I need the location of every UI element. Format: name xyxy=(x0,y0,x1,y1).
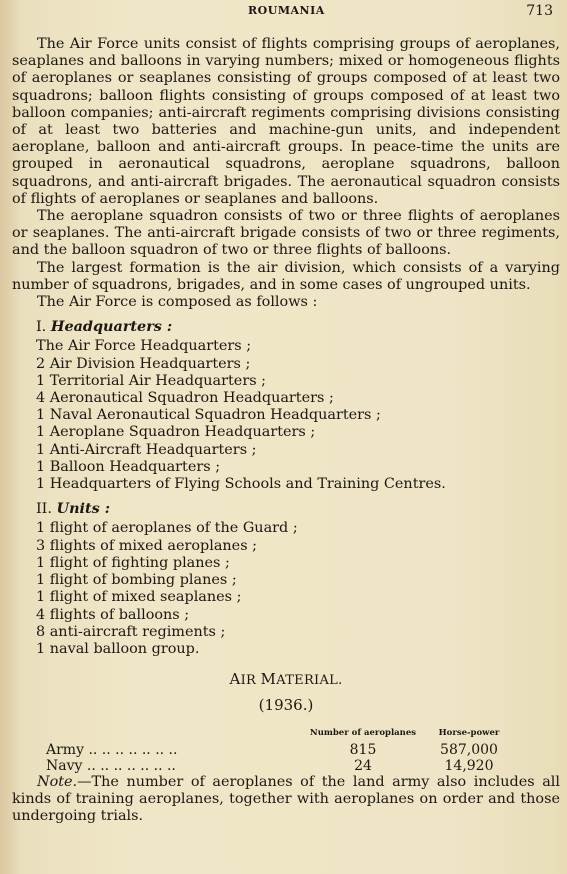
list-item: 1 flight of fighting planes ; xyxy=(36,554,230,571)
air-material-title: AIR MATERIAL. xyxy=(229,670,343,689)
paragraph-formation: The largest formation is the air division, which consists of a varying number of squadrons, brigades, and in some cases of ungrouped units. xyxy=(12,259,560,293)
list-item: 4 flights of balloons ; xyxy=(36,606,190,623)
list-item: 1 Territorial Air Headquarters ; xyxy=(36,372,267,389)
section-title: Units : xyxy=(56,500,111,518)
table-header-row xyxy=(46,725,520,742)
table-row xyxy=(46,758,520,774)
list-item: 2 Air Division Headquarters ; xyxy=(36,355,251,372)
section-number: I. xyxy=(36,319,47,336)
paragraph-units: The Air Force units consist of flights comprising groups of aeroplanes, seaplanes and balloons in varying numbers; mixed or homogeneous flights of aeroplanes or seaplanes consisting of groups composed of at least two squadrons; balloon flights consisting of groups composed of at least two balloon companies; anti-aircraft regiments comprising divisions consisting of at least two batteries and machine-gun units, and independent aeroplane, balloon and anti-aircraft groups. In peace-time the units are grouped in aeronautical squadrons, aeroplane squadrons, balloon squadrons, and anti-aircraft brigades. The aeronautical squadron consists of flights of aeroplanes or seaplanes and balloons. xyxy=(12,36,560,207)
list-item: 1 Anti-Aircraft Headquarters ; xyxy=(36,441,257,458)
page-number: 713 xyxy=(526,3,553,19)
list-item: 3 flights of mixed aeroplanes ; xyxy=(36,537,258,554)
note-label: Note. xyxy=(37,773,78,790)
section-title: Headquarters : xyxy=(50,318,173,336)
list-item: 8 anti-aircraft regiments ; xyxy=(36,623,226,640)
list-item: The Air Force Headquarters ; xyxy=(36,338,252,355)
page-header xyxy=(0,4,567,22)
row-label: Army .. .. .. .. .. .. .. xyxy=(46,741,178,758)
paragraph-squadron: The aeroplane squadron consists of two or three flights of aeroplanes or seaplanes. The anti-aircraft brigade consists of two or three regiments, and the balloon squadron of two or three flights of balloons. xyxy=(12,208,560,259)
row-label: Navy .. .. .. .. .. .. .. xyxy=(46,757,176,774)
running-head: ROUMANIA xyxy=(248,4,325,17)
note-text: —The number of aeroplanes of the land army also includes all kinds of training aeroplanes, together with aeroplanes on order and those undergoing trials. xyxy=(12,773,560,825)
list-item: 1 Balloon Headquarters ; xyxy=(36,458,221,475)
page-body xyxy=(0,36,560,825)
aeroplanes-count: 24 xyxy=(354,757,372,774)
section-heading-headquarters xyxy=(36,318,560,336)
list-item: 1 Headquarters of Flying Schools and Training Centres. xyxy=(36,476,446,493)
column-header-horsepower: Horse-power xyxy=(438,727,500,738)
section-heading-units xyxy=(36,500,560,518)
note-paragraph xyxy=(12,774,560,826)
horsepower-value: 587,000 xyxy=(440,741,498,758)
list-item: 1 Naval Aeronautical Squadron Headquarters ; xyxy=(36,407,381,424)
headquarters-list xyxy=(36,338,560,493)
list-item: 1 flight of mixed seaplanes ; xyxy=(36,589,242,606)
paragraph-composition: The Air Force is composed as follows : xyxy=(37,294,318,311)
list-item: 1 flight of aeroplanes of the Guard ; xyxy=(36,520,298,537)
air-material-table xyxy=(46,725,520,774)
section-number: II. xyxy=(36,501,52,518)
list-item: 1 Aeroplane Squadron Headquarters ; xyxy=(36,424,316,441)
list-item: 1 flight of bombing planes ; xyxy=(36,572,237,589)
units-list xyxy=(36,520,560,658)
air-material-year: (1936.) xyxy=(258,696,314,715)
table-row xyxy=(46,742,520,758)
horsepower-value: 14,920 xyxy=(444,757,494,774)
column-header-aeroplanes: Number of aeroplanes xyxy=(309,727,417,738)
aeroplanes-count: 815 xyxy=(349,741,377,758)
list-item: 1 naval balloon group. xyxy=(36,640,200,657)
list-item: 4 Aeronautical Squadron Headquarters ; xyxy=(36,390,334,407)
